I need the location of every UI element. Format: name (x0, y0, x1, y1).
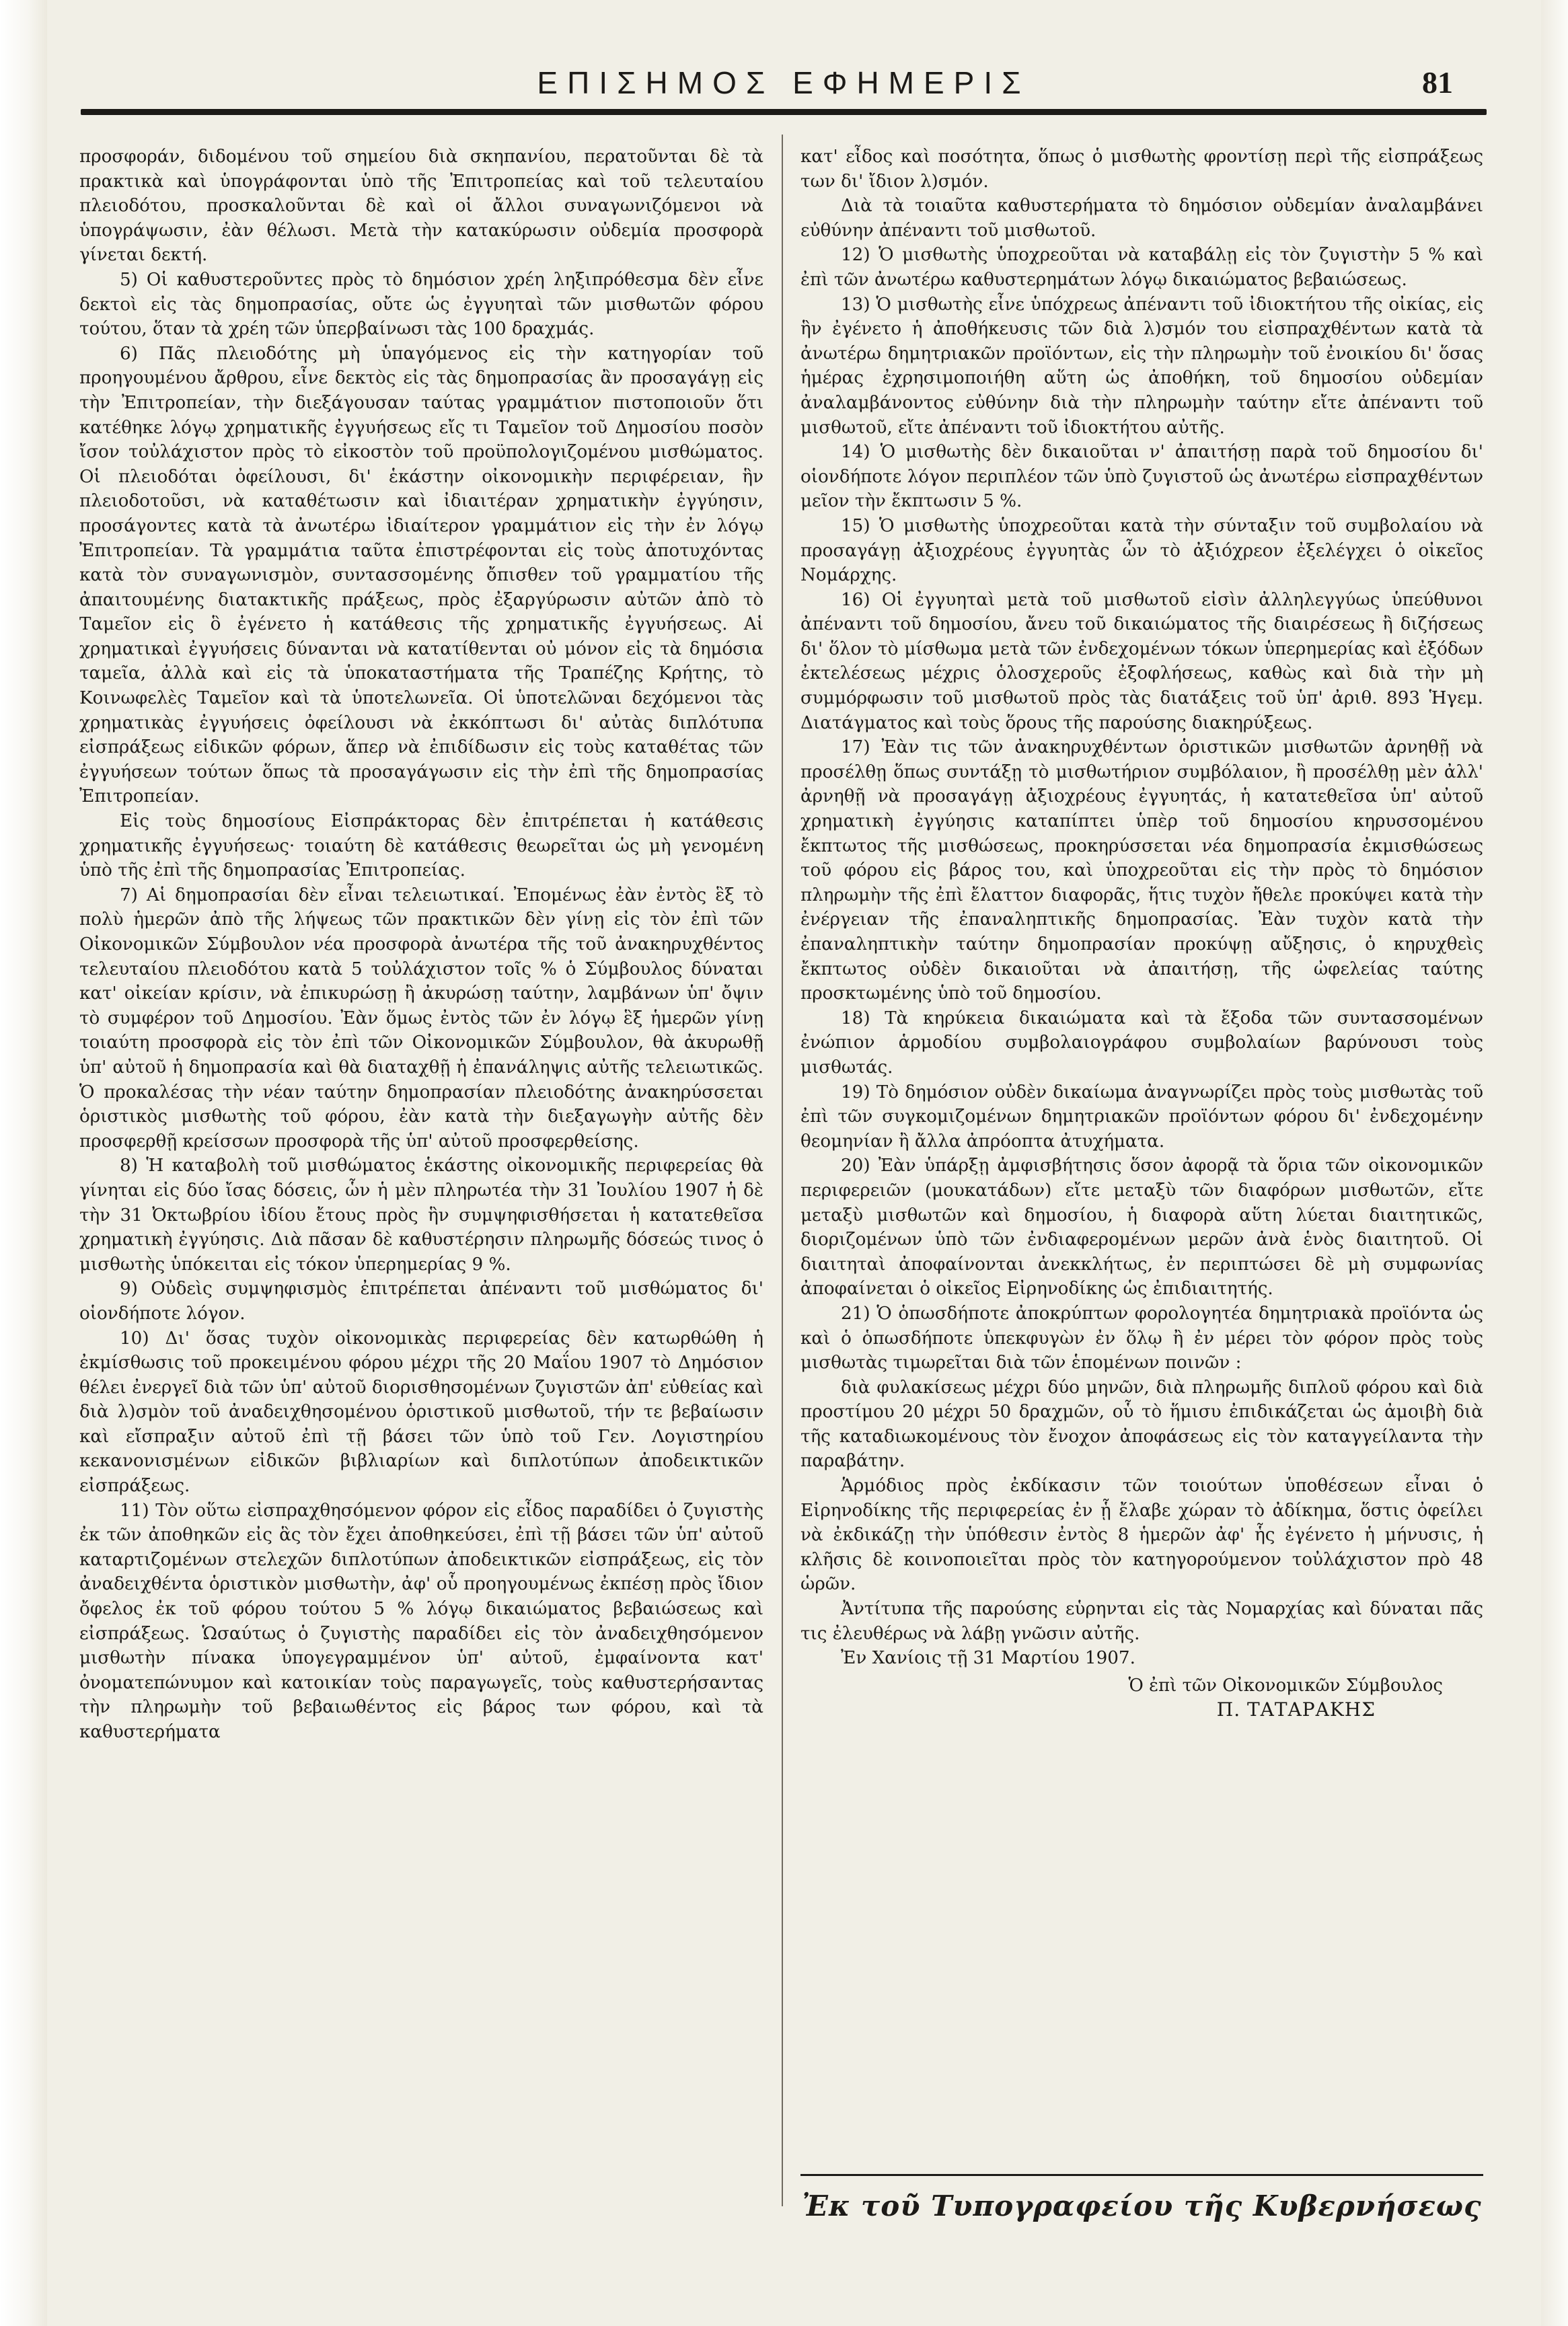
right-paragraph: 16) Οἱ ἐγγυηταὶ μετὰ τοῦ μισθωτοῦ εἰσὶν ἀλληλεγγύως ὑπεύθυνοι ἀπέναντι τοῦ δημοσίου, ἄνευ τοῦ δικαιώματος τῆς διαιρέσεως ἢ διζήσεως δι' ὅλον τὸ μίσθωμα μετὰ τῶν ἐνδεχομένων τόκων ὑπερημερίας καὶ ἐξόδων ἐκτελέσεως μέχρις ὁλοσχεροῦς ἐξοφλήσεως, καθὼς καὶ διὰ τὴν μὴ συμμόρφωσιν τοῦ μισθωτοῦ πρὸς τὰς διατάξεις τοῦ ὑπ' ἀριθ. 893 Ἡγεμ. Διατάγματος καὶ τοὺς ὅρους τῆς παρούσης διακηρύξεως. (800, 589, 1483, 733)
right-paragraph: κατ' εἶδος καὶ ποσότητα, ὅπως ὁ μισθωτὴς φροντίσῃ περὶ τῆς εἰσπράξεως των δι' ἴδιον λ)σμόν. (800, 147, 1483, 192)
left-paragraph: 11) Τὸν οὕτω εἰσπραχθησόμενον φόρον εἰς εἶδος παραδίδει ὁ ζυγιστὴς ἐκ τῶν ἀποθηκῶν εἰς ἃς τὸν ἔχει ἀποθηκεύσει, ἐπὶ τῇ βάσει τῶν ὑπ' αὐτοῦ καταρτιζομένων στελεχῶν διπλοτύπων ἀποδεικτικῶν εἰσπράξεως, εἰς τὸν ἀναδειχθέντα ὁριστικὸν μισθωτὴν, ἀφ' οὗ προηγουμένως ἐκπέσῃ πρὸς ἴδιον ὄφελος ἐκ τοῦ φόρου τούτου 5 % λόγῳ δικαιώματος βεβαιώσεως καὶ εἰσπράξεως. Ὡσαύτως ὁ ζυγιστὴς παραδίδει εἰς τὸν ἀναδειχθησόμενον μισθωτὴν πίνακα ὑπογεγραμμένον ὑπ' αὐτοῦ, ἐμφαίνοντα κατ' ὀνοματεπώνυμον καὶ κατοικίαν τοὺς παραγωγεῖς, τοὺς καθυστερήσαντας τὴν πληρωμὴν τοῦ βεβαιωθέντος εἰς βάρος των φόρου, καὶ τὰ καθυστερήματα (79, 1500, 763, 1742)
signature-role: Ὁ ἐπὶ τῶν Οἰκονομικῶν Σύμβουλος (1128, 1675, 1443, 1696)
right-paragraph: 14) Ὁ μισθωτὴς δὲν δικαιοῦται ν' ἀπαιτήσῃ παρὰ τοῦ δημοσίου δι' οἱονδήποτε λόγον περιπλέον τῶν ὑπὸ ζυγιστοῦ ὡς ἀνωτέρω εἰσπραχθέντων μεῖον τὴν ἔκπτωσιν 5 %. (800, 442, 1483, 512)
right-paragraph: διὰ φυλακίσεως μέχρι δύο μηνῶν, διὰ πληρωμῆς διπλοῦ φόρου καὶ διὰ προστίμου 20 μέχρι 50 δραχμῶν, οὗ τὸ ἥμισυ ἐπιδικάζεται ὡς ἀμοιβὴ διὰ τῆς καταδιωκομένους τὸν ἔνοχον ἀποφάσεως εἰς τὸν καταγγείλαντα τὴν παραβάτην. (800, 1377, 1483, 1472)
right-paragraph: 20) Ἐὰν ὑπάρξῃ ἀμφισβήτησις ὅσον ἀφορᾷ τὰ ὅρια τῶν οἰκονομικῶν περιφερειῶν (μουκατάδων) εἴτε μεταξὺ τῶν διαφόρων μισθωτῶν, εἴτε μεταξὺ μισθωτῶν καὶ δημοσίου, ἡ διαφορὰ αὕτη λύεται διαιτητικῶς, διοριζομένων ὑπὸ τῶν ἐνδιαφερομένων μερῶν ἀνὰ ἑνὸς διαιτητοῦ. Οἱ διαιτηταὶ ἀποφαίνονται ἀνεκκλήτως, ἐν περιπτώσει δὲ μὴ συμφωνίας ἀποφαίνεται ὁ οἰκεῖος Εἰρηνοδίκης ὡς ἐπιδιαιτητής. (800, 1156, 1483, 1300)
left-paragraph: Εἰς τοὺς δημοσίους Εἰσπράκτορας δὲν ἐπιτρέπεται ἡ κατάθεσις χρηματικῆς ἐγγυήσεως· τοιαύτη δὲ κατάθεσις θεωρεῖται ὡς μὴ γενομένη ὑπὸ τῆς ἐπὶ τῆς δημοπρασίας Ἐπιτροπείας. (79, 811, 763, 881)
right-column (800, 145, 1483, 1723)
right-paragraph: 12) Ὁ μισθωτὴς ὑποχρεοῦται νὰ καταβάλῃ εἰς τὸν ζυγιστὴν 5 % καὶ ἐπὶ τῶν ἀνωτέρω καθυστερημάτων λόγῳ δικαιώματος βεβαιώσεως. (800, 245, 1483, 290)
left-paragraph: 6) Πᾶς πλειοδότης μὴ ὑπαγόμενος εἰς τὴν κατηγορίαν τοῦ προηγουμένου ἄρθρου, εἶνε δεκτὸς εἰς τὰς δημοπρασίας ἂν προσαγάγῃ εἰς τὴν Ἐπιτροπείαν, τὴν διεξάγουσαν ταύτας γραμμάτιον πιστοποιοῦν ὅτι κατέθηκε λόγῳ χρηματικῆς ἐγγυήσεως εἴς τι Ταμεῖον τοῦ Δημοσίου ποσὸν ἴσον τοὐλάχιστον πρὸς τὸ εἰκοστὸν τοῦ προϋπολογιζομένου μισθώματος. Οἱ πλειοδόται ὀφείλουσι, δι' ἑκάστην οἰκονομικὴν περιφέρειαν, ἣν πλειοδοτοῦσι, νὰ καταθέτωσιν καὶ ἰδιαιτέραν χρηματικὴν ἐγγύησιν, προσάγοντες κατὰ τὰ ἀνωτέρω ἰδιαίτερον γραμμάτιον εἰς τὴν ἐν λόγῳ Ἐπιτροπείαν. Τὰ γραμμάτια ταῦτα ἐπιστρέφονται εἰς τοὺς ἀποτυχόντας κατὰ τὸν συναγωνισμὸν, συντασσομένης ὄπισθεν τοῦ γραμματίου τῆς ἀπαιτουμένης διατακτικῆς πράξεως, πρὸς ἐξαργύρωσιν αὐτῶν ἀπὸ τὸ Ταμεῖον εἰς ὃ ἐγένετο ἡ κατάθεσις τῆς χρηματικῆς ἐγγυήσεως. Αἱ χρηματικαὶ ἐγγυήσεις δύνανται νὰ κατατίθενται οὐ μόνον εἰς τὰ δημόσια ταμεῖα, ἀλλὰ καὶ εἰς τὰ ὑποκαταστήματα τῆς Τραπέζης Κρήτης, τὸ Κοινωφελὲς Ταμεῖον καὶ τὰ ὑποτελωνεῖα. Οἱ ὑποτελῶναι δεχόμενοι τὰς χρηματικὰς ἐγγυήσεις ὀφείλουσι νὰ ἐκκόπτωσι δι' αὐτὰς διπλότυπα εἰσπράξεως εἰδικῶν φόρων, ἅπερ νὰ ἐπιδίδωσιν εἰς τοὺς καταθέτας τῶν ἐγγυήσεων τούτων ὅπως τὰ προσαγάγωσιν εἰς τὴν ἐπὶ τῆς δημοπρασίας Ἐπιτροπείαν. (79, 343, 763, 807)
left-paragraph: 8) Ἡ καταβολὴ τοῦ μισθώματος ἑκάστης οἰκονομικῆς περιφερείας θὰ γίνηται εἰς δύο ἴσας δόσεις, ὧν ἡ μὲν πληρωτέα τὴν 31 Ἰουλίου 1907 ἡ δὲ τὴν 31 Ὀκτωβρίου ἰδίου ἔτους πρὸς ἣν συμψηφισθήσεται ἡ κατατεθεῖσα χρηματικὴ ἐγγύησις. Διὰ πᾶσαν δὲ καθυστέρησιν πληρωμῆς δόσεώς τινος ὁ μισθωτὴς ὑπόκειται εἰς τόκον ὑπερημερίας 9 %. (79, 1156, 763, 1275)
left-paragraph: 7) Αἱ δημοπρασίαι δὲν εἶναι τελειωτικαί. Ἐπομένως ἐὰν ἐντὸς ἓξ τὸ πολὺ ἡμερῶν ἀπὸ τῆς λήψεως τῶν πρακτικῶν δὲν γίνῃ εἰς τὸν ἐπὶ τῶν Οἰκονομικῶν Σύμβουλον νέα προσφορὰ ἀνωτέρα τῆς τοῦ ἀνακηρυχθέντος τελευταίου πλειοδότου κατὰ 5 τοὐλάχιστον τοῖς % ὁ Σύμβουλος δύναται κατ' οἰκείαν κρίσιν, νὰ ἐπικυρώσῃ ἢ ἀκυρώσῃ ταύτην, λαμβάνων ὑπ' ὄψιν τὸ συμφέρον τοῦ Δημοσίου. Ἐὰν ὅμως ἐντὸς τῶν ἐν λόγῳ ἓξ ἡμερῶν γίνῃ τοιαύτη προσφορὰ εἰς τὸν ἐπὶ τῶν Οἰκονομικῶν Σύμβουλον, θὰ ἀκυρωθῇ ὑπ' αὐτοῦ ἡ δημοπρασία καὶ θὰ διαταχθῇ ἡ ἐπανάληψις αὐτῆς τελειωτικῶς. Ὁ προκαλέσας τὴν νέαν ταύτην δημοπρασίαν πλειοδότης ἀνακηρύσσεται ὁριστικὸς μισθωτὴς τοῦ φόρου, ἐὰν κατὰ τὴν διεξαγωγὴν αὐτῆς δὲν προσφερθῇ κρείσσων προσφορὰ τῆς ὑπ' αὐτοῦ προσφερθείσης. (79, 885, 763, 1152)
header-rule (81, 109, 1487, 115)
page-edge-right (1541, 0, 1568, 2326)
signature-name: Π. ΤΑΤΑΡΑΚΗΣ (1216, 1698, 1376, 1721)
page-edge-left (0, 0, 47, 2326)
page-number: 81 (1422, 65, 1453, 100)
right-paragraph: 21) Ὁ ὁπωσδήποτε ἀποκρύπτων φορολογητέα δημητριακὰ προϊόντα ὡς καὶ ὁ ὁπωσδήποτε ὑπεκφυγὼν ἐν ὅλῳ ἢ ἐν μέρει τὸν φόρον πρὸς τοὺς μισθωτὰς τιμωρεῖται διὰ τῶν ἑπομένων ποινῶν : (800, 1303, 1483, 1374)
left-paragraph: 5) Οἱ καθυστεροῦντες πρὸς τὸ δημόσιον χρέη ληξιπρόθεσμα δὲν εἶνε δεκτοὶ εἰς τὰς δημοπρασίας, οὔτε ὡς ἐγγυηταὶ τῶν μισθωτῶν φόρου τούτου, ὅταν τὰ χρέη τῶν ὑπερβαίνωσι τὰς 100 δραχμάς. (79, 269, 763, 340)
printer-imprint: Ἐκ τοῦ Τυπογραφείου τῆς Κυβερνήσεως (802, 2189, 1482, 2222)
right-paragraph: Ἁρμόδιος πρὸς ἐκδίκασιν τῶν τοιούτων ὑποθέσεων εἶναι ὁ Εἰρηνοδίκης τῆς περιφερείας ἐν ᾗ ἔλαβε χώραν τὸ ἀδίκημα, ὅστις ὀφείλει νὰ ἐκδικάζῃ τὴν ὑπόθεσιν ἐντὸς 8 ἡμερῶν ἀφ' ἧς ἐγένετο ἡ μήνυσις, ἡ κλῆσις δὲ κοινοποιεῖται πρὸς τὸν κατηγορούμενον τοὐλάχιστον πρὸ 48 ὡρῶν. (800, 1476, 1483, 1595)
right-paragraph: 19) Τὸ δημόσιον οὐδὲν δικαίωμα ἀναγνωρίζει πρὸς τοὺς μισθωτὰς τοῦ ἐπὶ τῶν συγκομιζομένων δημητριακῶν προϊόντων φόρου δι' ἐνδεχομένην θεομηνίαν ἢ ἄλλα ἀπρόοπτα ἀτυχήματα. (800, 1082, 1483, 1152)
signature-block (800, 1674, 1483, 1723)
left-paragraph: 10) Δι' ὅσας τυχὸν οἰκονομικὰς περιφερείας δὲν κατωρθώθη ἡ ἐκμίσθωσις τοῦ προκειμένου φόρου μέχρι τῆς 20 Μαΐου 1907 τὸ Δημόσιον θέλει ἐνεργεῖ διὰ τῶν ὑπ' αὐτοῦ διορισθησομένων ζυγιστῶν ἀπ' εὐθείας καὶ διὰ λ)σμὸν τοῦ ἀναδειχθησομένου ὁριστικοῦ μισθωτοῦ, τήν τε βεβαίωσιν καὶ εἴσπραξιν αὐτοῦ ἐπὶ τῇ βάσει τῶν ὑπὸ τοῦ Γεν. Λογιστηρίου κεκανονισμένων εἰδικῶν βιβλιαρίων καὶ διπλοτύπων ἀποδεικτικῶν εἰσπράξεως. (79, 1328, 763, 1497)
left-paragraph: 9) Οὐδεὶς συμψηφισμὸς ἐπιτρέπεται ἀπέναντι τοῦ μισθώματος δι' οἱονδήποτε λόγον. (79, 1279, 763, 1324)
gazette-title: ΕΠΙΣΗΜΟΣ ΕΦΗΜΕΡΙΣ (537, 65, 1031, 100)
right-paragraph: 17) Ἐὰν τις τῶν ἀνακηρυχθέντων ὁριστικῶν μισθωτῶν ἀρνηθῇ νὰ προσέλθῃ ὅπως συντάξῃ τὸ μισθωτήριον συμβόλαιον, ἢ προσέλθῃ μὲν ἀλλ' ἀρνηθῇ νὰ προσαγάγῃ ἀξιοχρέους ἐγγυητάς, ἡ κατατεθεῖσα ὑπ' αὐτοῦ χρηματικὴ ἐγγύησις καταπίπτει ὑπὲρ τοῦ δημοσίου κηρυσσομένου ἔκπτωτος τῆς μισθώσεως, προκηρύσσεται νέα δημοπρασία ἐκμισθώσεως τοῦ φόρου εἰς βάρος του, καὶ ὑποχρεοῦται εἰς τὴν πρὸς τὸ δημόσιον πληρωμὴν τῆς ἐπὶ ἔλαττον διαφορᾶς, ἥτις τυχὸν ἤθελε προκύψει κατὰ τὴν ἐνέργειαν τῆς ἐπαναληπτικῆς δημοπρασίας. Ἐὰν τυχὸν κατὰ τὴν ἐπαναληπτικὴν ταύτην δημοπρασίαν προκύψῃ αὔξησις, ὁ κηρυχθεὶς ἔκπτωτος οὐδὲν δικαιοῦται νὰ ἀπαιτήσῃ, τῆς ὠφελείας ταύτης προσκτωμένης ὑπὸ τοῦ δημοσίου. (800, 737, 1483, 1004)
left-paragraph: προσφοράν, διδομένου τοῦ σημείου διὰ σκηπανίου, περατοῦνται δὲ τὰ πρακτικὰ καὶ ὑπογράφονται ὑπὸ τῆς Ἐπιτροπείας καὶ τοῦ τελευταίου πλειοδότου, προσκαλοῦνται δὲ καὶ οἱ ἄλλοι συναγωνιζόμενοι νὰ ὑπογράψωσιν, ἐὰν θέλωσι. Μετὰ τὴν κατακύρωσιν οὐδεμία προσφορὰ γίνεται δεκτή. (79, 147, 763, 266)
footer-rule (800, 2174, 1483, 2176)
right-paragraph: Ἀντίτυπα τῆς παρούσης εὑρηνται εἰς τὰς Νομαρχίας καὶ δύναται πᾶς τις ἐλευθέρως νὰ λάβῃ γνῶσιν αὐτῆς. (800, 1599, 1483, 1644)
right-paragraph: 15) Ὁ μισθωτὴς ὑποχρεοῦται κατὰ τὴν σύνταξιν τοῦ συμβολαίου νὰ προσαγάγῃ ἀξιοχρέους ἐγγυητὰς ὧν τὸ ἀξιόχρεον ἐξελέγχει ὁ οἰκεῖος Νομάρχης. (800, 515, 1483, 586)
right-paragraph: Ἐν Χανίοις τῇ 31 Μαρτίου 1907. (841, 1648, 1135, 1669)
left-column (79, 145, 763, 1745)
right-paragraph: 13) Ὁ μισθωτὴς εἶνε ὑπόχρεως ἀπέναντι τοῦ ἰδιοκτήτου τῆς οἰκίας, εἰς ἣν ἐγένετο ἡ ἀποθήκευσις τῶν διὰ λ)σμόν του εἰσπραχθέντων κατὰ τὰ ἀνωτέρω δημητριακῶν προϊόντων, εἰς τὴν πληρωμὴν τοῦ ἐνοικίου δι' ὅσας ἡμέρας ἐχρησιμοποιήθη αὕτη ὡς ἀποθήκη, τοῦ δημοσίου οὐδεμίαν ἀναλαμβάνοντος εὐθύνην διὰ τὴν πληρωμὴν ταύτην εἴτε ἀπέναντι τοῦ μισθωτοῦ, εἴτε ἀπέναντι τοῦ ἰδιοκτήτου αὐτῆς. (800, 294, 1483, 438)
right-paragraph: 18) Τὰ κηρύκεια δικαιώματα καὶ τὰ ἔξοδα τῶν συντασσομένων ἐνώπιον ἁρμοδίου συμβολαιογράφου συμβολαίων βαρύνουσι τοὺς μισθωτάς. (800, 1008, 1483, 1078)
right-paragraph: Διὰ τὰ τοιαῦτα καθυστερήματα τὸ δημόσιον οὐδεμίαν ἀναλαμβάνει εὐθύνην ἀπέναντι τοῦ μισθωτοῦ. (800, 196, 1483, 241)
column-divider (782, 135, 783, 2206)
